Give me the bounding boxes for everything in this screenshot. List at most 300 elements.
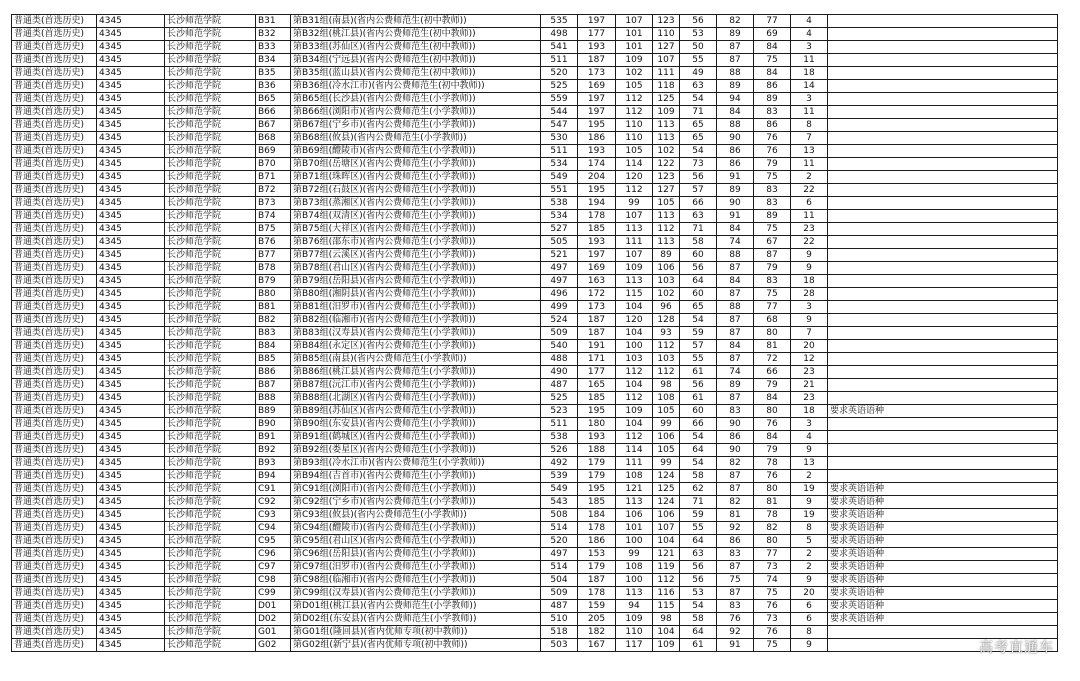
score-cell: 110 [616,119,653,132]
score-cell: 105 [616,145,653,158]
score-cell: 174 [578,158,616,171]
score-cell: 84 [754,431,791,444]
count-cell: 8 [791,522,828,535]
group-code-cell: B83 [256,327,291,340]
score-cell: 76 [754,626,791,639]
total-score-cell: 497 [541,275,578,288]
category-cell: 普通类(首选历史) [12,366,97,379]
group-name-cell: 第B89组(苏仙区)(省内公费师范生(小学教师)) [291,405,541,418]
score-cell: 204 [578,171,616,184]
score-cell: 106 [653,262,680,275]
score-cell: 178 [578,522,616,535]
category-cell: 普通类(首选历史) [12,340,97,353]
score-cell: 103 [653,275,680,288]
school-code-cell: 4345 [97,587,165,600]
group-code-cell: B84 [256,340,291,353]
category-cell: 普通类(首选历史) [12,509,97,522]
score-cell: 197 [578,249,616,262]
count-cell: 23 [791,366,828,379]
group-name-cell: 第B94组(吉首市)(省内公费师范生(小学教师)) [291,470,541,483]
school-name-cell: 长沙师范学院 [165,327,256,340]
table-row [12,80,1058,93]
score-cell: 49 [680,67,717,80]
table-row [12,379,1058,392]
group-code-cell: B32 [256,28,291,41]
group-name-cell: 第B75组(大祥区)(省内公费师范生(小学教师)) [291,223,541,236]
count-cell: 20 [791,587,828,600]
score-cell: 191 [578,340,616,353]
group-code-cell: B78 [256,262,291,275]
count-cell: 9 [791,249,828,262]
remark-cell: 要求英语语种 [828,548,1058,561]
table-row [12,106,1058,119]
table-row [12,28,1058,41]
score-cell: 82 [754,522,791,535]
count-cell: 2 [791,548,828,561]
group-code-cell: B81 [256,301,291,314]
score-cell: 185 [578,392,616,405]
group-code-cell: C92 [256,496,291,509]
score-cell: 80 [754,483,791,496]
school-code-cell: 4345 [97,379,165,392]
group-name-cell: 第D02组(东安县)(省内公费师范生(小学教师)) [291,613,541,626]
score-cell: 167 [578,639,616,652]
school-name-cell: 长沙师范学院 [165,132,256,145]
table-row [12,613,1058,626]
score-cell: 89 [717,80,754,93]
total-score-cell: 549 [541,483,578,496]
score-cell: 117 [616,639,653,652]
school-code-cell: 4345 [97,119,165,132]
score-cell: 193 [578,41,616,54]
total-score-cell: 490 [541,366,578,379]
total-score-cell: 497 [541,548,578,561]
group-name-cell: 第B78组(君山区)(省内公费师范生(小学教师)) [291,262,541,275]
count-cell: 28 [791,288,828,301]
score-cell: 87 [717,327,754,340]
group-name-cell: 第B85组(南县)(省内公费师范生(小学教师)) [291,353,541,366]
total-score-cell: 487 [541,600,578,613]
score-cell: 99 [653,457,680,470]
school-code-cell: 4345 [97,522,165,535]
score-cell: 104 [653,535,680,548]
score-cell: 59 [680,327,717,340]
group-code-cell: B74 [256,210,291,223]
count-cell: 9 [791,444,828,457]
total-score-cell: 487 [541,379,578,392]
score-cell: 58 [680,470,717,483]
category-cell: 普通类(首选历史) [12,392,97,405]
school-name-cell: 长沙师范学院 [165,158,256,171]
score-cell: 197 [578,106,616,119]
score-cell: 173 [578,67,616,80]
score-cell: 125 [653,93,680,106]
group-code-cell: B80 [256,288,291,301]
score-cell: 112 [653,366,680,379]
school-name-cell: 长沙师范学院 [165,574,256,587]
score-cell: 81 [754,496,791,509]
score-cell: 120 [616,314,653,327]
school-name-cell: 长沙师范学院 [165,249,256,262]
remark-cell [828,327,1058,340]
score-cell: 195 [578,483,616,496]
score-cell: 73 [754,613,791,626]
score-cell: 53 [680,28,717,41]
total-score-cell: 544 [541,106,578,119]
score-cell: 65 [680,119,717,132]
score-cell: 113 [616,275,653,288]
score-cell: 77 [754,548,791,561]
score-cell: 109 [616,262,653,275]
score-cell: 179 [578,470,616,483]
score-cell: 62 [680,483,717,496]
score-cell: 80 [754,405,791,418]
group-code-cell: B33 [256,41,291,54]
score-cell: 99 [616,548,653,561]
score-cell: 98 [653,379,680,392]
school-code-cell: 4345 [97,639,165,652]
total-score-cell: 538 [541,431,578,444]
total-score-cell: 526 [541,444,578,457]
score-cell: 57 [680,340,717,353]
score-cell: 84 [717,275,754,288]
remark-cell [828,379,1058,392]
score-cell: 113 [653,210,680,223]
remark-cell [828,457,1058,470]
school-name-cell: 长沙师范学院 [165,366,256,379]
score-cell: 91 [717,210,754,223]
school-name-cell: 长沙师范学院 [165,483,256,496]
table-row [12,301,1058,314]
remark-cell [828,119,1058,132]
group-name-cell: 第C99组(汉寿县)(省内公费师范生(小学教师)) [291,587,541,600]
group-code-cell: B69 [256,145,291,158]
count-cell: 20 [791,340,828,353]
count-cell: 7 [791,132,828,145]
score-cell: 106 [653,431,680,444]
score-cell: 54 [680,431,717,444]
score-cell: 100 [616,574,653,587]
score-cell: 84 [754,67,791,80]
group-name-cell: 第B31组(南县)(省内公费师范生(初中教师)) [291,15,541,28]
group-name-cell: 第B69组(醴陵市)(省内公费师范生(小学教师)) [291,145,541,158]
score-cell: 89 [653,249,680,262]
group-name-cell: 第B80组(湘阴县)(省内公费师范生(小学教师)) [291,288,541,301]
group-name-cell: 第B73组(蒸湘区)(省内公费师范生(小学教师)) [291,197,541,210]
school-code-cell: 4345 [97,327,165,340]
score-cell: 179 [578,561,616,574]
score-cell: 112 [616,431,653,444]
score-cell: 75 [754,54,791,67]
score-cell: 71 [680,106,717,119]
category-cell: 普通类(首选历史) [12,158,97,171]
remark-cell [828,314,1058,327]
score-cell: 122 [653,158,680,171]
score-cell: 87 [717,288,754,301]
group-name-cell: 第C92组(宁乡市)(省内公费师范生(小学教师)) [291,496,541,509]
remark-cell [828,145,1058,158]
school-name-cell: 长沙师范学院 [165,301,256,314]
remark-cell [828,353,1058,366]
school-code-cell: 4345 [97,132,165,145]
school-name-cell: 长沙师范学院 [165,418,256,431]
school-code-cell: 4345 [97,314,165,327]
score-cell: 102 [653,145,680,158]
group-name-cell: 第C91组(浏阳市)(省内公费师范生(小学教师)) [291,483,541,496]
group-code-cell: B34 [256,54,291,67]
count-cell: 11 [791,210,828,223]
school-name-cell: 长沙师范学院 [165,431,256,444]
school-name-cell: 长沙师范学院 [165,236,256,249]
score-cell: 61 [680,392,717,405]
school-name-cell: 长沙师范学院 [165,561,256,574]
school-code-cell: 4345 [97,28,165,41]
count-cell: 22 [791,184,828,197]
total-score-cell: 514 [541,561,578,574]
group-code-cell: B86 [256,366,291,379]
score-cell: 112 [653,574,680,587]
score-cell: 98 [653,613,680,626]
score-cell: 109 [616,54,653,67]
score-cell: 80 [754,327,791,340]
remark-cell: 要求英语语种 [828,574,1058,587]
score-cell: 78 [754,457,791,470]
score-cell: 78 [754,509,791,522]
count-cell: 23 [791,223,828,236]
score-cell: 103 [616,353,653,366]
group-code-cell: C96 [256,548,291,561]
score-cell: 103 [653,353,680,366]
table-row [12,444,1058,457]
category-cell: 普通类(首选历史) [12,262,97,275]
group-code-cell: B66 [256,106,291,119]
school-code-cell: 4345 [97,158,165,171]
school-name-cell: 长沙师范学院 [165,587,256,600]
score-cell: 89 [754,210,791,223]
score-cell: 83 [717,405,754,418]
group-name-cell: 第B36组(冷水江市)(省内公费师范生(初中教师)) [291,80,541,93]
score-cell: 92 [717,626,754,639]
total-score-cell: 525 [541,80,578,93]
score-cell: 73 [754,561,791,574]
score-cell: 112 [616,392,653,405]
score-cell: 74 [754,574,791,587]
score-cell: 87 [717,587,754,600]
score-cell: 84 [717,340,754,353]
total-score-cell: 518 [541,626,578,639]
score-cell: 82 [717,457,754,470]
score-cell: 83 [754,197,791,210]
table-row [12,145,1058,158]
count-cell: 11 [791,158,828,171]
remark-cell: 要求英语语种 [828,561,1058,574]
group-name-cell: 第B93组(冷水江市)(省内公费师范生(小学教师)) [291,457,541,470]
score-cell: 68 [754,314,791,327]
score-cell: 178 [578,587,616,600]
score-cell: 56 [680,171,717,184]
group-name-cell: 第B67组(宁乡市)(省内公费师范生(小学教师)) [291,119,541,132]
score-cell: 125 [653,483,680,496]
score-cell: 179 [578,457,616,470]
group-name-cell: 第B90组(东安县)(省内公费师范生(小学教师)) [291,418,541,431]
group-name-cell: 第B91组(鹤城区)(省内公费师范生(小学教师)) [291,431,541,444]
group-name-cell: 第B86组(桃江县)(省内公费师范生(小学教师)) [291,366,541,379]
score-cell: 54 [680,457,717,470]
total-score-cell: 540 [541,340,578,353]
school-code-cell: 4345 [97,262,165,275]
category-cell: 普通类(首选历史) [12,275,97,288]
score-cell: 195 [578,184,616,197]
total-score-cell: 535 [541,15,578,28]
school-code-cell: 4345 [97,366,165,379]
score-cell: 194 [578,197,616,210]
score-cell: 169 [578,262,616,275]
remark-cell [828,470,1058,483]
school-code-cell: 4345 [97,405,165,418]
category-cell: 普通类(首选历史) [12,28,97,41]
score-cell: 73 [680,158,717,171]
group-name-cell: 第C93组(攸县)(省内公费师范生(小学教师)) [291,509,541,522]
total-score-cell: 543 [541,496,578,509]
table-row [12,509,1058,522]
score-cell: 124 [653,470,680,483]
group-code-cell: B82 [256,314,291,327]
table-row [12,418,1058,431]
category-cell: 普通类(首选历史) [12,184,97,197]
group-name-cell: 第G01组(隆回县)(省内优师专项(初中教师)) [291,626,541,639]
group-name-cell: 第B32组(桃江县)(省内公费师范生(初中教师)) [291,28,541,41]
score-cell: 56 [680,15,717,28]
category-cell: 普通类(首选历史) [12,496,97,509]
total-score-cell: 520 [541,535,578,548]
score-cell: 193 [578,145,616,158]
group-code-cell: C95 [256,535,291,548]
score-cell: 163 [578,275,616,288]
remark-cell [828,418,1058,431]
score-cell: 121 [653,548,680,561]
score-cell: 91 [717,171,754,184]
category-cell: 普通类(首选历史) [12,41,97,54]
score-cell: 81 [717,509,754,522]
category-cell: 普通类(首选历史) [12,639,97,652]
score-cell: 56 [680,574,717,587]
group-name-cell: 第B68组(攸县)(省内公费师范生(小学教师)) [291,132,541,145]
group-code-cell: C91 [256,483,291,496]
score-cell: 187 [578,574,616,587]
score-cell: 100 [616,340,653,353]
school-name-cell: 长沙师范学院 [165,353,256,366]
remark-cell [828,275,1058,288]
score-cell: 99 [616,197,653,210]
score-cell: 64 [680,275,717,288]
total-score-cell: 538 [541,197,578,210]
score-cell: 101 [616,41,653,54]
score-cell: 109 [653,106,680,119]
score-cell: 83 [717,600,754,613]
total-score-cell: 549 [541,171,578,184]
score-cell: 76 [717,613,754,626]
table-row [12,392,1058,405]
score-cell: 59 [680,509,717,522]
count-cell: 9 [791,314,828,327]
score-cell: 83 [754,106,791,119]
remark-cell [828,158,1058,171]
score-cell: 106 [653,509,680,522]
score-cell: 110 [653,28,680,41]
score-cell: 75 [717,574,754,587]
group-name-cell: 第C95组(君山区)(省内公费师范生(小学教师)) [291,535,541,548]
group-name-cell: 第B84组(永定区)(省内公费师范生(小学教师)) [291,340,541,353]
school-name-cell: 长沙师范学院 [165,288,256,301]
count-cell: 8 [791,626,828,639]
score-cell: 104 [616,301,653,314]
score-cell: 90 [717,132,754,145]
score-cell: 114 [616,158,653,171]
school-code-cell: 4345 [97,236,165,249]
group-code-cell: C98 [256,574,291,587]
total-score-cell: 539 [541,470,578,483]
group-name-cell: 第B35组(蓝山县)(省内公费师范生(初中教师)) [291,67,541,80]
school-name-cell: 长沙师范学院 [165,340,256,353]
score-cell: 86 [754,80,791,93]
group-name-cell: 第C97组(汨罗市)(省内公费师范生(小学教师)) [291,561,541,574]
table-row [12,171,1058,184]
count-cell: 4 [791,431,828,444]
remark-cell [828,288,1058,301]
table-row [12,197,1058,210]
count-cell: 13 [791,457,828,470]
school-name-cell: 长沙师范学院 [165,457,256,470]
table-row [12,496,1058,509]
school-code-cell: 4345 [97,41,165,54]
school-code-cell: 4345 [97,301,165,314]
category-cell: 普通类(首选历史) [12,249,97,262]
total-score-cell: 534 [541,158,578,171]
score-cell: 61 [680,366,717,379]
category-cell: 普通类(首选历史) [12,574,97,587]
group-code-cell: C99 [256,587,291,600]
total-score-cell: 509 [541,587,578,600]
total-score-cell: 492 [541,457,578,470]
score-cell: 108 [616,561,653,574]
score-cell: 88 [717,249,754,262]
score-cell: 107 [616,249,653,262]
score-cell: 79 [754,379,791,392]
score-cell: 91 [717,639,754,652]
count-cell: 2 [791,171,828,184]
score-cell: 105 [653,444,680,457]
group-code-cell: B75 [256,223,291,236]
remark-cell: 要求英语语种 [828,509,1058,522]
table-row [12,561,1058,574]
score-cell: 177 [578,28,616,41]
score-cell: 110 [616,626,653,639]
score-cell: 113 [653,119,680,132]
table-row [12,639,1058,652]
score-cell: 72 [754,353,791,366]
table-row [12,67,1058,80]
score-cell: 74 [717,366,754,379]
score-cell: 169 [578,80,616,93]
score-cell: 88 [717,119,754,132]
score-cell: 60 [680,405,717,418]
school-code-cell: 4345 [97,483,165,496]
group-code-cell: G01 [256,626,291,639]
score-cell: 60 [680,288,717,301]
score-cell: 187 [578,314,616,327]
score-cell: 184 [578,509,616,522]
group-name-cell: 第B74组(双清区)(省内公费师范生(小学教师)) [291,210,541,223]
